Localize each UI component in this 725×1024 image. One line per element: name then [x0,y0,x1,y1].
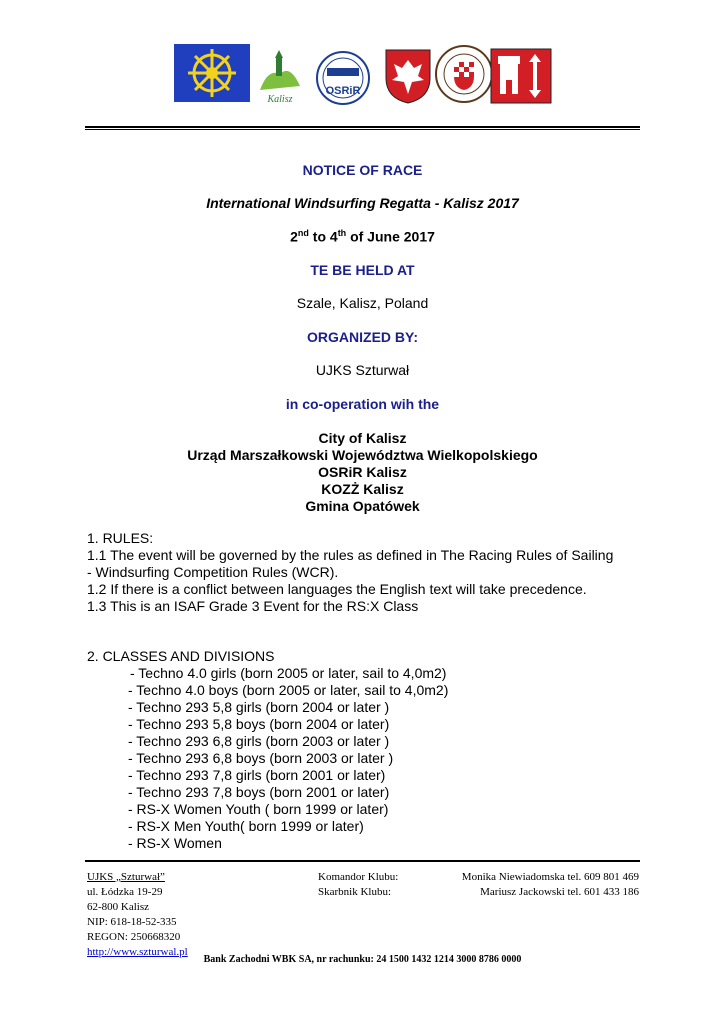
bank-account: Bank Zachodni WBK SA, nr rachunku: 24 1500 1432 1214 3000 8786 0000 [203,954,522,965]
event-dates: 2nd to 4th of June 2017 [290,228,435,245]
rules-item: 1.3 This is an ISAF Grade 3 Event for the RS:X Class [87,598,419,614]
osrir-logo-text: OSRiR [325,85,361,97]
rules-item: - Windsurfing Competition Rules (WCR). [87,564,339,580]
rules-item: 1.2 If there is a conflict between languages the English text will take precedence. [87,581,587,597]
szturwal-wheel-logo [174,44,250,102]
kozz-logo [434,44,494,104]
address-line: 62-800 Kalisz [87,901,150,913]
partner-item: KOZŻ Kalisz [321,481,404,497]
address-line: REGON: 250668320 [87,931,181,943]
class-item: - RS-X Women Youth ( born 1999 or later) [128,801,389,817]
rules-section [87,530,647,615]
partner-item: Urząd Marszałkowski Województwa Wielkopolskiego [187,447,538,463]
class-item: - Techno 293 5,8 boys (born 2004 or later) [128,716,390,732]
treasurer-label: Skarbnik Klubu: [318,886,392,898]
class-item: - Techno 293 5,8 girls (born 2004 or later ) [128,699,390,715]
event-name: International Windsurfing Regatta - Kalisz 2017 [206,195,519,211]
held-at-label: TE BE HELD AT [310,262,415,278]
club-name: UJKS „Szturwał” [87,871,165,883]
rules-item: 1.1 The event will be governed by the rules as defined in The Racing Rules of Sailing [87,547,614,563]
footer-divider [85,860,640,862]
tower-coat-of-arms [490,46,552,106]
osrir-logo [312,48,374,108]
classes-section [87,648,647,852]
class-item: - Techno 4.0 girls (born 2005 or later, sail to 4,0m2) [130,665,447,681]
address-line: ul. Łódzka 19-29 [87,886,163,898]
classes-heading: 2. CLASSES AND DIVISIONS [87,648,275,664]
class-item: - Techno 293 6,8 girls (born 2003 or later ) [128,733,390,749]
class-item: - RS-X Men Youth( born 1999 or later) [128,818,364,834]
eagle-coat-of-arms [384,46,432,106]
class-item: - Techno 293 7,8 girls (born 2001 or later) [128,767,386,783]
header-divider [85,126,640,130]
document-title: NOTICE OF RACE [302,162,423,178]
class-item: - Techno 293 6,8 boys (born 2003 or later ) [128,750,394,766]
event-location: Szale, Kalisz, Poland [296,295,429,311]
organized-by-label: ORGANIZED BY: [307,329,418,345]
class-item: - RS-X Women [128,835,222,851]
partner-item: City of Kalisz [318,430,407,446]
commander-label: Komandor Klubu: [318,871,399,883]
officer-labels [318,870,398,900]
website-link[interactable]: http://www.szturwal.pl [87,946,188,958]
sponsor-logos [172,44,557,106]
cooperation-label: in co-operation wih the [285,396,440,412]
class-item: - Techno 293 7,8 boys (born 2001 or later) [128,784,390,800]
kalisz-city-logo [256,48,304,108]
kalisz-logo-text: Kalisz [267,94,293,105]
partner-list [85,430,640,515]
commander-contact: Monika Niewiadomska tel. 609 801 469 [461,871,639,883]
club-address-block [87,870,188,960]
rules-heading: 1. RULES: [87,530,154,546]
organizer-name: UJKS Szturwał [315,362,410,378]
officer-contacts [420,870,639,900]
address-line: NIP: 618-18-52-335 [87,916,177,928]
treasurer-contact: Mariusz Jackowski tel. 601 433 186 [480,886,639,898]
partner-item: Gmina Opatówek [305,498,420,514]
class-item: - Techno 4.0 boys (born 2005 or later, sail to 4,0m2) [128,682,449,698]
partner-item: OSRiR Kalisz [318,464,407,480]
